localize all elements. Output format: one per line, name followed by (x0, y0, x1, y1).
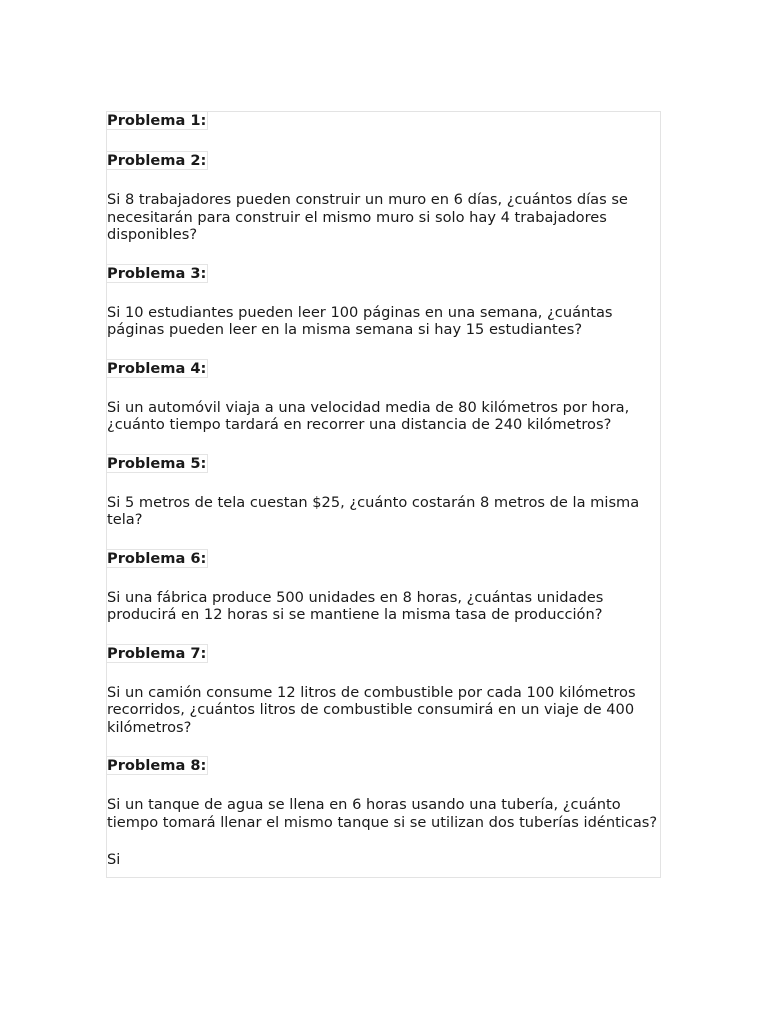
problem-8-heading: Problema 8: (107, 757, 207, 774)
problem-7-text: Si un camión consume 12 litros de combustible por cada 100 kilómetros recorridos, ¿cuántos litros de combustible consumirá en un viaje de 400 kilómetros? (107, 683, 636, 736)
problem-2-text: Si 8 trabajadores pueden construir un muro en 6 días, ¿cuántos días se necesitarán para construir el mismo muro si solo hay 4 trabajadores disponibles? (107, 191, 628, 243)
problem-6-heading: Problema 6: (107, 549, 207, 567)
problem-5-text: Si 5 metros de tela cuestan $25, ¿cuánto costarán 8 metros de la misma tela? (107, 493, 640, 528)
problem-3-heading: Problema 3: (107, 264, 207, 282)
problem-4-text: Si un automóvil viaja a una velocidad media de 80 kilómetros por hora, ¿cuánto tiempo tardará en recorrer una distancia de 240 kilómetros? (107, 398, 630, 433)
trailing-text: Si (107, 851, 121, 868)
problem-8-text: Si un tanque de agua se llena en 6 horas usando una tubería, ¿cuánto tiempo tomará llenar el mismo tanque si se utilizan dos tuberías idénticas? (107, 796, 658, 831)
problem-1-heading: Problema 1: (107, 112, 207, 129)
problem-3-text: Si 10 estudiantes pueden leer 100 páginas en una semana, ¿cuántas páginas pueden leer en la misma semana si hay 15 estudiantes? (107, 303, 613, 338)
problem-4-heading: Problema 4: (107, 359, 207, 377)
problem-6-text: Si una fábrica produce 500 unidades en 8 horas, ¿cuántas unidades producirá en 12 horas si se mantiene la misma tasa de producción? (107, 588, 604, 623)
problem-5-heading: Problema 5: (107, 454, 207, 472)
problem-7-heading: Problema 7: (107, 644, 207, 662)
document-content (107, 111, 663, 869)
problem-2-heading: Problema 2: (107, 152, 207, 169)
